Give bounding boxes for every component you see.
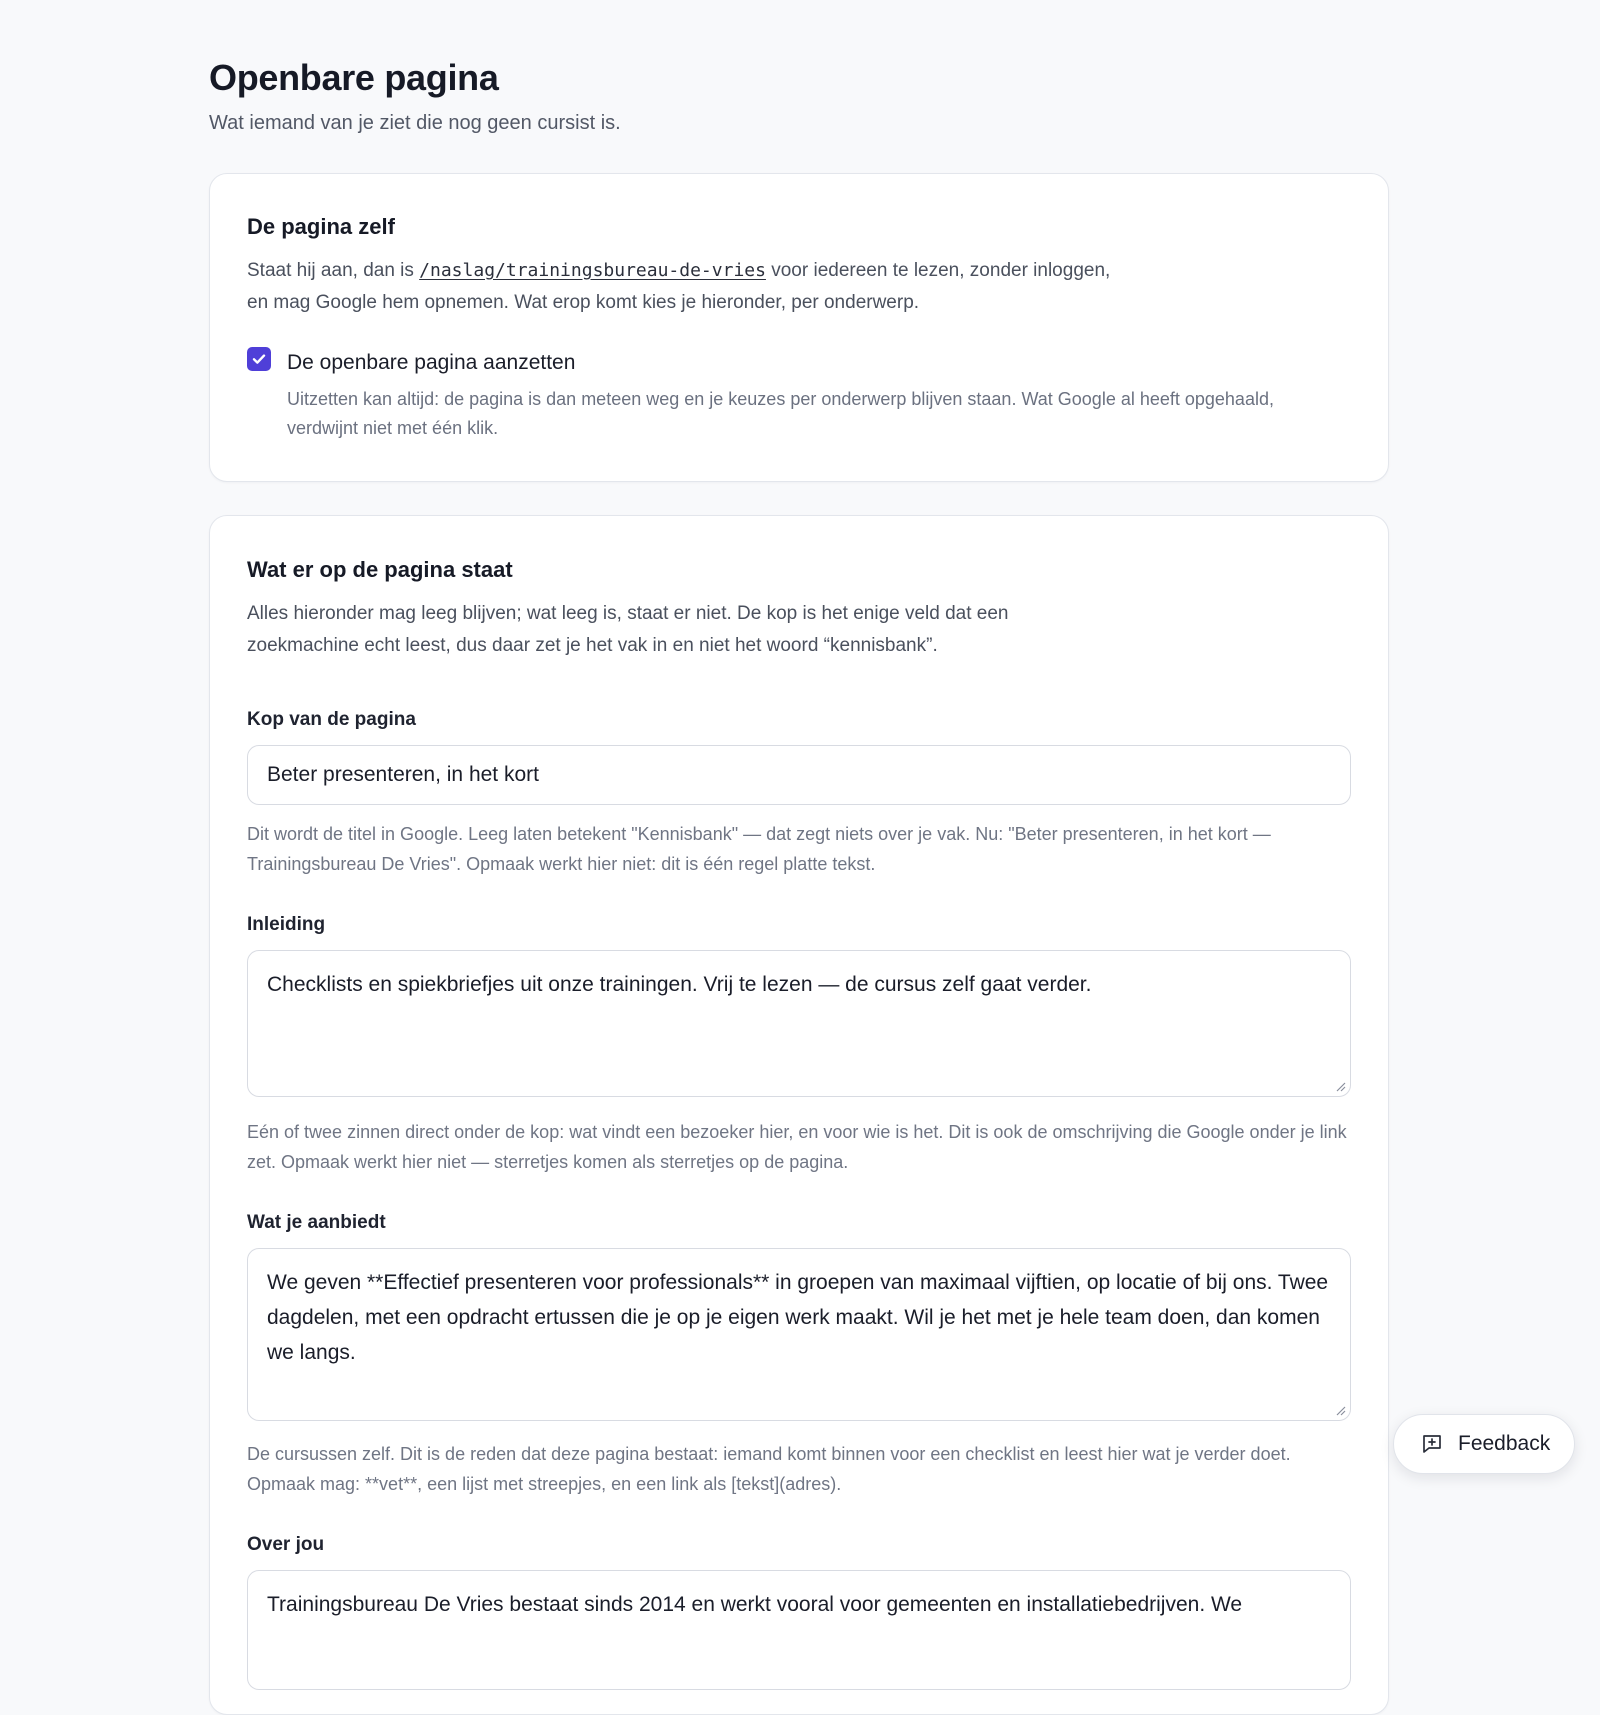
heading-field	[247, 708, 1351, 879]
about-field	[247, 1533, 1351, 1690]
intro-field	[247, 913, 1351, 1177]
intro-textarea-value: Checklists en spiekbriefjes uit onze trainingen. Vrij te lezen — de cursus zelf gaat verder.	[267, 973, 1092, 996]
feedback-button[interactable]	[1393, 1414, 1575, 1474]
resize-handle-icon[interactable]	[1334, 1080, 1346, 1092]
page-content-card	[209, 515, 1389, 1715]
page-subtitle: Wat iemand van je ziet die nog geen cursist is.	[209, 112, 621, 134]
resize-handle-icon[interactable]	[1334, 1404, 1346, 1416]
page-settings-description	[247, 255, 1117, 319]
offer-textarea-value: We geven **Effectief presenteren voor professionals** in groepen van maximaal vijftien, op locatie of bij ons. Twee dagdelen, met een opdracht ertussen die je op je eigen werk maakt. Wil je het met je hele team doen, dan komen we langs.	[267, 1271, 1329, 1364]
public-page-checkbox-help: Uitzetten kan altijd: de pagina is dan meteen weg en je keuzes per onderwerp blijven staan. Wat Google al heeft opgehaald, verdwijnt niet met één klik.	[287, 389, 1274, 438]
offer-field-label: Wat je aanbiedt	[247, 1212, 386, 1233]
message-plus-icon	[1420, 1432, 1444, 1456]
page	[209, 56, 1391, 1616]
about-textarea[interactable]	[247, 1570, 1351, 1690]
heading-input[interactable]: Beter presenteren, in het kort	[247, 745, 1351, 805]
page-content-description: Alles hieronder mag leeg blijven; wat leeg is, staat er niet. De kop is het enige veld dat een zoekmachine echt leest, dus daar zet je het vak in en niet het woord “kennisbank”.	[247, 603, 1009, 656]
public-page-path: /naslag/trainingsbureau-de-vries	[419, 260, 766, 281]
intro-textarea[interactable]	[247, 950, 1351, 1097]
page-settings-card	[209, 173, 1389, 482]
public-page-checkbox[interactable]	[247, 347, 271, 371]
public-page-checkbox-label[interactable]: De openbare pagina aanzetten	[287, 351, 576, 374]
intro-field-label: Inleiding	[247, 914, 326, 935]
heading-field-help: Dit wordt de titel in Google. Leeg laten betekent "Kennisbank" — dat zegt niets over je vak. Nu: "Beter presenteren, in het kort — Trainingsbureau De Vries". Opmaak werkt hier niet: dit is één regel platte tekst.	[247, 824, 1271, 874]
page-settings-title: De pagina zelf	[247, 214, 395, 239]
about-textarea-value: Trainingsbureau De Vries bestaat sinds 2014 en werkt vooral voor gemeenten en installatiebedrijven. We	[267, 1593, 1243, 1616]
checkmark-icon	[251, 351, 267, 367]
offer-field-help: De cursussen zelf. Dit is de reden dat deze pagina bestaat: iemand komt binnen voor een checklist en leest hier wat je verder doet. Opmaak mag: **vet**, een lijst met streepjes, en een link als [tekst](adres).	[247, 1444, 1291, 1494]
page-title: Openbare pagina	[209, 57, 499, 98]
about-field-label: Over jou	[247, 1534, 325, 1555]
description-text-before: Staat hij aan, dan is	[247, 260, 420, 281]
page-content-title: Wat er op de pagina staat	[247, 557, 513, 582]
offer-textarea[interactable]	[247, 1248, 1351, 1421]
description-text-after: voor iedereen te lezen, zonder inloggen, en mag Google hem opnemen. Wat erop komt kies je hieronder, per onderwerp.	[247, 260, 1111, 313]
public-page-toggle-row	[247, 345, 1351, 443]
offer-field	[247, 1211, 1351, 1499]
heading-field-label: Kop van de pagina	[247, 709, 416, 730]
feedback-label: Feedback	[1458, 1432, 1551, 1455]
intro-field-help: Eén of twee zinnen direct onder de kop: wat vindt een bezoeker hier, en voor wie is het. Dit is ook de omschrijving die Google onder je link zet. Opmaak werkt hier niet — sterretjes komen als sterretjes op de pagina.	[247, 1122, 1347, 1172]
